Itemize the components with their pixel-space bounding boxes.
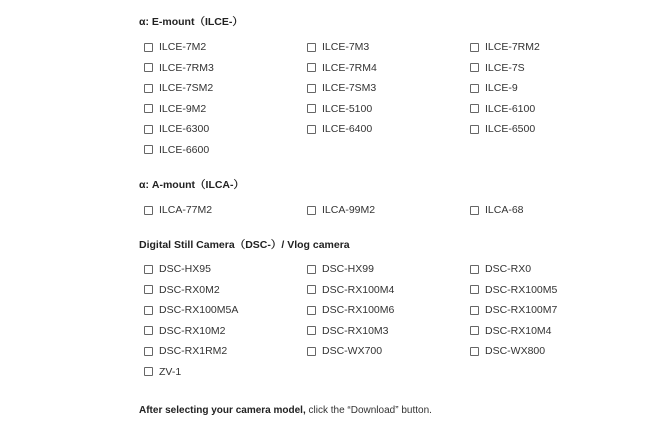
download-instruction — [139, 405, 432, 416]
checkbox[interactable] — [144, 145, 153, 154]
model-option[interactable]: ILCE-7M2 — [144, 40, 206, 54]
checkbox[interactable] — [144, 43, 153, 52]
model-option[interactable]: ILCE-7M3 — [307, 40, 369, 54]
checkbox[interactable] — [144, 367, 153, 376]
checkbox[interactable] — [470, 306, 479, 315]
section-title-a-mount: α: A-mount（ILCA-） — [139, 179, 245, 191]
model-option[interactable]: ILCE-6100 — [470, 102, 535, 116]
checkbox[interactable] — [470, 63, 479, 72]
checkbox[interactable] — [144, 285, 153, 294]
model-option[interactable]: DSC-RX100M5A — [144, 303, 238, 317]
model-option[interactable]: DSC-RX10M3 — [307, 324, 389, 338]
checkbox[interactable] — [307, 43, 316, 52]
checkbox[interactable] — [470, 347, 479, 356]
model-option[interactable]: ILCE-5100 — [307, 102, 372, 116]
model-option[interactable]: DSC-HX99 — [307, 262, 374, 276]
model-option[interactable]: ILCA-77M2 — [144, 203, 212, 217]
checkbox[interactable] — [470, 326, 479, 335]
checkbox[interactable] — [307, 285, 316, 294]
checkbox[interactable] — [307, 347, 316, 356]
checkbox[interactable] — [144, 63, 153, 72]
model-option[interactable]: ILCE-7RM3 — [144, 61, 214, 75]
model-option[interactable]: ILCA-99M2 — [307, 203, 375, 217]
model-option[interactable]: DSC-RX100M4 — [307, 283, 394, 297]
model-option[interactable]: ILCE-7SM3 — [307, 81, 376, 95]
model-option[interactable]: DSC-HX95 — [144, 262, 211, 276]
model-option[interactable]: ILCE-6500 — [470, 122, 535, 136]
checkbox[interactable] — [144, 206, 153, 215]
model-option[interactable]: ILCE-7S — [470, 61, 525, 75]
model-option[interactable]: ILCA-68 — [470, 203, 524, 217]
checkbox[interactable] — [307, 125, 316, 134]
checkbox[interactable] — [470, 84, 479, 93]
checkbox[interactable] — [144, 84, 153, 93]
checkbox[interactable] — [470, 125, 479, 134]
model-option[interactable]: DSC-RX0M2 — [144, 283, 220, 297]
model-option[interactable]: ILCE-6300 — [144, 122, 209, 136]
checkbox[interactable] — [470, 265, 479, 274]
checkbox[interactable] — [144, 347, 153, 356]
model-option[interactable]: ILCE-9M2 — [144, 102, 206, 116]
model-option[interactable]: ILCE-9 — [470, 81, 518, 95]
model-option[interactable]: ZV-1 — [144, 365, 181, 379]
checkbox[interactable] — [144, 125, 153, 134]
instruction-text: click the “Download” button. — [305, 405, 432, 416]
model-option[interactable]: ILCE-6400 — [307, 122, 372, 136]
model-option[interactable]: DSC-WX800 — [470, 344, 545, 358]
checkbox[interactable] — [470, 206, 479, 215]
checkbox[interactable] — [144, 104, 153, 113]
model-option[interactable]: DSC-RX100M6 — [307, 303, 394, 317]
checkbox[interactable] — [470, 43, 479, 52]
checkbox[interactable] — [470, 285, 479, 294]
model-option[interactable]: ILCE-7SM2 — [144, 81, 213, 95]
checkbox[interactable] — [144, 326, 153, 335]
model-option[interactable]: DSC-WX700 — [307, 344, 382, 358]
model-option[interactable]: DSC-RX1RM2 — [144, 344, 227, 358]
checkbox[interactable] — [307, 206, 316, 215]
section-title-dsc: Digital Still Camera（DSC-）/ Vlog camera — [139, 239, 350, 251]
model-option[interactable]: DSC-RX10M4 — [470, 324, 552, 338]
model-option[interactable]: DSC-RX0 — [470, 262, 531, 276]
checkbox[interactable] — [307, 104, 316, 113]
model-option[interactable]: ILCE-7RM4 — [307, 61, 377, 75]
checkbox[interactable] — [307, 306, 316, 315]
model-option[interactable]: ILCE-6600 — [144, 143, 209, 157]
model-option[interactable]: ILCE-7RM2 — [470, 40, 540, 54]
checkbox[interactable] — [307, 63, 316, 72]
checkbox[interactable] — [144, 265, 153, 274]
section-title-e-mount: α: E-mount（ILCE-） — [139, 16, 243, 28]
checkbox[interactable] — [144, 306, 153, 315]
checkbox[interactable] — [307, 326, 316, 335]
checkbox[interactable] — [307, 265, 316, 274]
instruction-bold: After selecting your camera model, — [139, 405, 306, 416]
checkbox[interactable] — [470, 104, 479, 113]
model-option[interactable]: DSC-RX100M5 — [470, 283, 557, 297]
model-option[interactable]: DSC-RX100M7 — [470, 303, 557, 317]
model-option[interactable]: DSC-RX10M2 — [144, 324, 226, 338]
checkbox[interactable] — [307, 84, 316, 93]
